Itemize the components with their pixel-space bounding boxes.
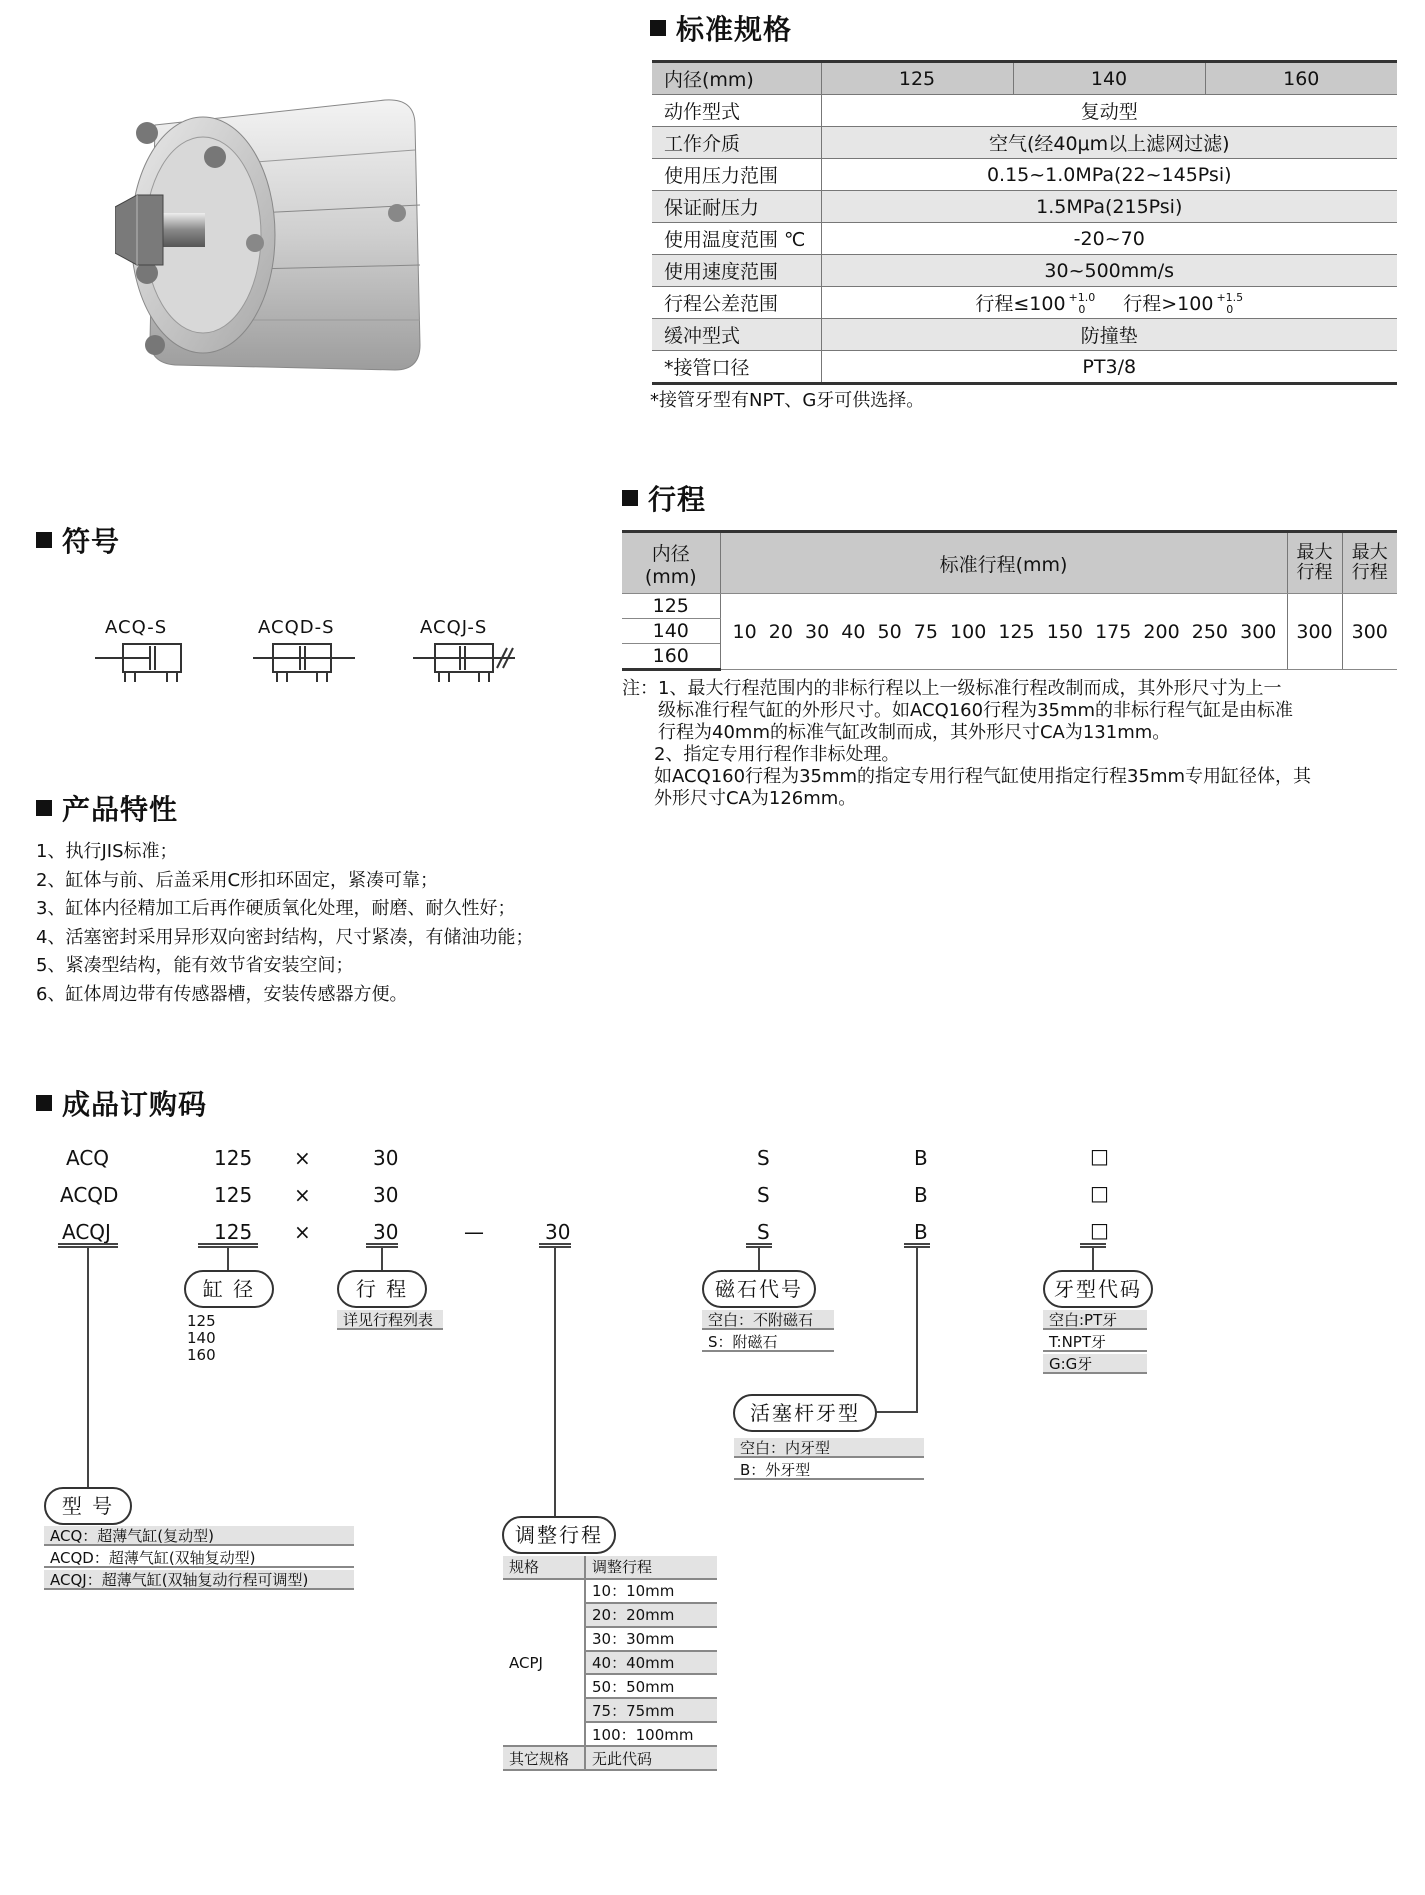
stroke-row [622, 594, 1397, 619]
bore-label: 缸 径 [184, 1270, 274, 1308]
connector-model [87, 1248, 89, 1490]
symbol-label-acqj: ACQJ-S [420, 617, 488, 638]
model-item: ACQJ：超薄气缸(双轴复动行程可调型) [44, 1570, 354, 1590]
spec-title-text: 标准规格 [676, 13, 793, 46]
note-line: 2、指定专用行程作非标处理。 [654, 744, 900, 765]
adj-value: 20：20mm [585, 1603, 717, 1627]
code-thread: □ [1090, 1181, 1109, 1205]
bullet-square-icon [36, 1095, 52, 1111]
order-title [36, 1083, 207, 1123]
code-stroke: 30 [373, 1183, 399, 1207]
stroke-h-std: 标准行程(mm) [720, 532, 1287, 594]
spec-row [652, 223, 1397, 255]
model-label: 型 号 [44, 1487, 132, 1525]
bullet-square-icon [622, 490, 638, 506]
spec-row-value: 空气(经40μm以上滤网过滤) [821, 127, 1397, 159]
adj-row [503, 1579, 717, 1603]
product-image [115, 95, 515, 375]
feature-item: 4、活塞密封采用异形双向密封结构，尺寸紧凑，有储油功能； [36, 926, 534, 948]
stroke-bore: 140 [622, 619, 720, 644]
spec-row [652, 95, 1397, 127]
spec-row [652, 319, 1397, 351]
spec-row-value: 防撞垫 [821, 319, 1397, 351]
bore-values [187, 1313, 216, 1364]
mag-label: 磁石代号 [702, 1270, 816, 1308]
code-mag: S [757, 1220, 770, 1244]
rod-item: 空白：内牙型 [734, 1438, 924, 1458]
adj-other-value: 无此代码 [585, 1746, 717, 1770]
spec-row-label: 行程公差范围 [652, 287, 821, 319]
spec-row-value: 30~500mm/s [821, 255, 1397, 287]
spec-tolerance-value [821, 287, 1397, 319]
adj-head-spec: 规格 [503, 1556, 585, 1579]
spec-header-row [652, 62, 1397, 95]
features-title-text: 产品特性 [62, 793, 179, 826]
note-line: 级标准行程气缸的外形尺寸。如ACQ160行程为35mm的非标行程气缸是由标准 [658, 700, 1294, 721]
code-rod: B [914, 1183, 928, 1207]
code-rod: B [914, 1146, 928, 1170]
features-list [36, 838, 533, 1010]
order-title-text: 成品订购码 [62, 1088, 208, 1121]
spec-row-label: 保证耐压力 [652, 191, 821, 223]
adj-label: 调整行程 [502, 1516, 616, 1554]
spec-footnote: *接管牙型有NPT、G牙可供选择。 [650, 390, 925, 411]
spec-row-value: -20~70 [821, 223, 1397, 255]
spec-row-value: PT3/8 [821, 351, 1397, 384]
spec-row-label: 缓冲型式 [652, 319, 821, 351]
stroke-max1-value: 300 [1287, 594, 1342, 670]
spec-row-label: 工作介质 [652, 127, 821, 159]
spec-row-label: 动作型式 [652, 95, 821, 127]
tol-a-sup: +1.0 [1068, 291, 1096, 305]
spec-title [650, 8, 792, 48]
symbol-diagrams [95, 640, 525, 690]
spec-row-label: 使用温度范围 ℃ [652, 223, 821, 255]
spec-row-value: 复动型 [821, 95, 1397, 127]
adj-head-value: 调整行程 [585, 1556, 717, 1579]
stroke-bore: 160 [622, 644, 720, 670]
stroke-std-values: 10 20 30 40 50 75 100 125 150 175 200 250 300 [720, 594, 1287, 670]
symbol-title [36, 520, 120, 560]
symbol-label-acqd: ACQD-S [258, 617, 335, 638]
spec-row-value: 1.5MPa(215Psi) [821, 191, 1397, 223]
code-bore: 125 [214, 1183, 253, 1207]
stroke-h-max2: 最大行程 [1342, 532, 1397, 594]
connector-rod [916, 1248, 918, 1412]
features-title [36, 788, 178, 828]
spec-row-tolerance [652, 287, 1397, 319]
adj-value: 100：100mm [585, 1722, 717, 1746]
bullet-square-icon [36, 532, 52, 548]
model-item: ACQD：超薄气缸(双轴复动型) [44, 1548, 354, 1568]
spec-row-label: 使用速度范围 [652, 255, 821, 287]
code-stroke: 30 [373, 1146, 399, 1170]
adj-table [503, 1556, 717, 1771]
bullet-square-icon [650, 20, 666, 36]
spec-row [652, 191, 1397, 223]
spec-row [652, 127, 1397, 159]
stroke-bore: 125 [622, 594, 720, 619]
mag-item: S：附磁石 [702, 1332, 834, 1352]
feature-item: 6、缸体周边带有传感器槽，安装传感器方便。 [36, 983, 408, 1005]
code-model: ACQD [60, 1183, 119, 1207]
feature-item: 1、执行JIS标准； [36, 841, 178, 862]
spec-header-label: 内径(mm) [652, 62, 821, 95]
code-adj: 30 [545, 1220, 571, 1244]
adj-value: 40：40mm [585, 1651, 717, 1675]
spec-size-140: 140 [1013, 62, 1205, 95]
spec-row [652, 255, 1397, 287]
code-bore: 125 [214, 1146, 253, 1170]
code-x: × [294, 1146, 311, 1170]
spec-row [652, 159, 1397, 191]
spec-row-label: *接管口径 [652, 351, 821, 384]
spec-row-label: 使用压力范围 [652, 159, 821, 191]
stroke-notes [622, 678, 1402, 810]
stroke-header-row [622, 532, 1397, 594]
stroke-label: 行 程 [337, 1270, 427, 1308]
thread-item: G:G牙 [1043, 1354, 1147, 1374]
feature-item: 5、紧凑型结构，能有效节省安装空间； [36, 955, 354, 977]
rod-item: B：外牙型 [734, 1460, 924, 1480]
code-bore: 125 [214, 1220, 253, 1244]
spec-row-value: 0.15~1.0MPa(22~145Psi) [821, 159, 1397, 191]
code-x: × [294, 1220, 311, 1244]
bore-value: 160 [187, 1346, 216, 1364]
code-stroke: 30 [373, 1220, 399, 1244]
code-rod: B [914, 1220, 928, 1244]
feature-item: 2、缸体与前、后盖采用C形扣环固定，紧凑可靠； [36, 869, 439, 891]
tol-a-sub: 0 [1078, 303, 1086, 317]
stroke-title-text: 行程 [648, 483, 707, 516]
code-model: ACQ [66, 1146, 110, 1170]
stroke-h-max1: 最大行程 [1287, 532, 1342, 594]
spec-size-125: 125 [821, 62, 1013, 95]
feature-item: 3、缸体内径精加工后再作硬质氧化处理，耐磨、耐久性好； [36, 898, 516, 920]
connector-adj [554, 1248, 556, 1518]
tol-a-text: 行程≤100 [975, 292, 1066, 315]
note-line: 行程为40mm的标准气缸改制而成，其外形尺寸CA为131mm。 [658, 722, 1171, 743]
code-thread: □ [1090, 1144, 1109, 1168]
stroke-max2-value: 300 [1342, 594, 1397, 670]
code-thread: □ [1090, 1218, 1109, 1242]
symbol-title-text: 符号 [62, 525, 121, 558]
spec-row [652, 351, 1397, 384]
adj-value: 50：50mm [585, 1674, 717, 1698]
code-model: ACQJ [62, 1220, 111, 1244]
bore-value: 140 [187, 1329, 216, 1347]
stroke-table [622, 530, 1397, 671]
stroke-h-bore: 内径(mm) [622, 532, 720, 594]
code-mag: S [757, 1146, 770, 1170]
adj-head-row [503, 1556, 717, 1579]
tol-b-sup: +1.5 [1216, 291, 1244, 305]
thread-item: 空白:PT牙 [1043, 1310, 1147, 1330]
symbol-label-acq: ACQ-S [105, 617, 168, 638]
adj-value: 30：30mm [585, 1627, 717, 1651]
connector-rod-h [876, 1411, 918, 1413]
adj-other-row [503, 1746, 717, 1770]
note-line: 注：1、最大行程范围内的非标行程以上一级标准行程改制而成，其外形尺寸为上一 [622, 678, 1282, 699]
note-line: 如ACQ160行程为35mm的指定专用行程气缸使用指定行程35mm专用缸径体，其 [654, 766, 1312, 787]
rod-label: 活塞杆牙型 [733, 1394, 877, 1432]
tol-b-sub: 0 [1226, 303, 1234, 317]
tol-b-text: 行程>100 [1123, 292, 1214, 315]
bullet-square-icon [36, 800, 52, 816]
adj-spec: ACPJ [503, 1579, 585, 1746]
mag-item: 空白：不附磁石 [702, 1310, 834, 1330]
stroke-title [622, 478, 706, 518]
thread-item: T:NPT牙 [1043, 1332, 1147, 1352]
adj-other-spec: 其它规格 [503, 1746, 585, 1770]
adj-value: 10：10mm [585, 1579, 717, 1603]
thread-label: 牙型代码 [1043, 1270, 1153, 1308]
stroke-note: 详见行程列表 [337, 1310, 443, 1330]
code-mag: S [757, 1183, 770, 1207]
code-dash: — [464, 1220, 484, 1244]
code-x: × [294, 1183, 311, 1207]
adj-value: 75：75mm [585, 1698, 717, 1722]
model-item: ACQ：超薄气缸(复动型) [44, 1526, 354, 1546]
note-line: 外形尺寸CA为126mm。 [654, 788, 857, 809]
bore-value: 125 [187, 1312, 216, 1330]
spec-size-160: 160 [1205, 62, 1397, 95]
spec-table [652, 60, 1397, 385]
